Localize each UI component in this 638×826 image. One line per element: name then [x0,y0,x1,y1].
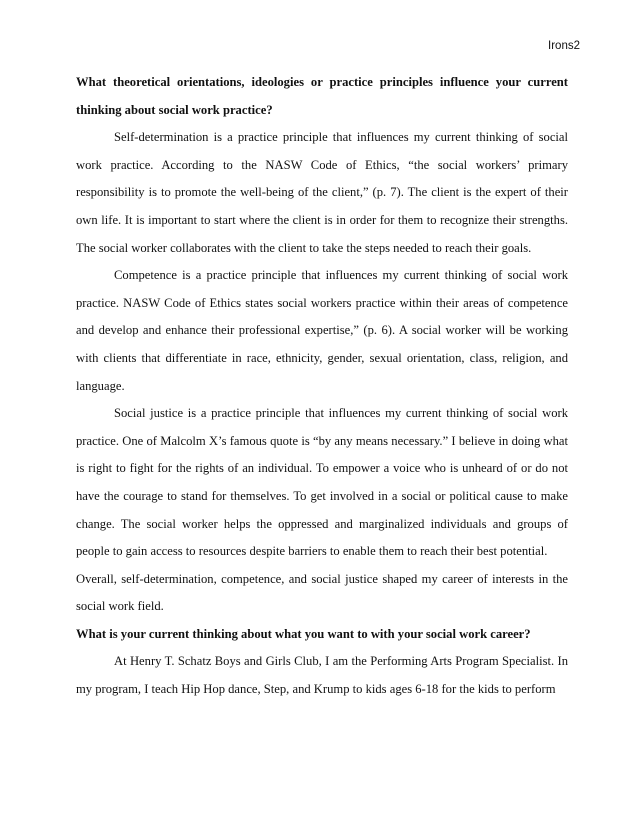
paragraph-social-justice: Social justice is a practice principle that influences my current thinking of social work practice. One of Malcolm X’s famous quote is “by any means necessary.” I believe in doing what is right to fight for the rights of an individual. To empower a voice who is unheard of or do not have the courage to stand for themselves. To get involved in a social or political cause to make change. The social worker helps the oppressed and marginalized individuals and groups of people to gain access to resources despite barriers to enable them to reach their best potential. [76,406,568,559]
paragraph-competence: Competence is a practice principle that influences my current thinking of social work practice. NASW Code of Ethics states social workers practice within their areas of competence and develop and enhance their professional expertise,” (p. 6). A social worker will be working with clients that differentiate in race, ethnicity, gender, sexual orientation, class, religion, and language. [76,268,568,393]
section-heading-career-thinking: What is your current thinking about what you want to with your social work career? [76,626,531,641]
paragraph-overall: Overall, self-determination, competence, and social justice shaped my career of interests in the social work field. [76,571,568,614]
paragraph-performing-arts: At Henry T. Schatz Boys and Girls Club, I am the Performing Arts Program Specialist. In my program, I teach Hip Hop dance, Step, and Krump to kids ages 6-18 for the kids to perform [76,654,568,697]
section-heading-theoretical-orientations: What theoretical orientations, ideologies or practice principles influence your current thinking about social work practice? [76,75,568,117]
paragraph-self-determination: Self-determination is a practice principle that influences my current thinking of social work practice. According to the NASW Code of Ethics, “the social workers’ primary responsibility is to promote the well-being of the client,” (p. 7). The client is the expert of their own life. It is important to start where the client is in order for them to recognize their strengths. The social worker collaborates with the client to take the steps needed to reach their goals. [76,130,568,255]
running-head: Irons2 [548,40,580,52]
document-body [76,69,568,704]
